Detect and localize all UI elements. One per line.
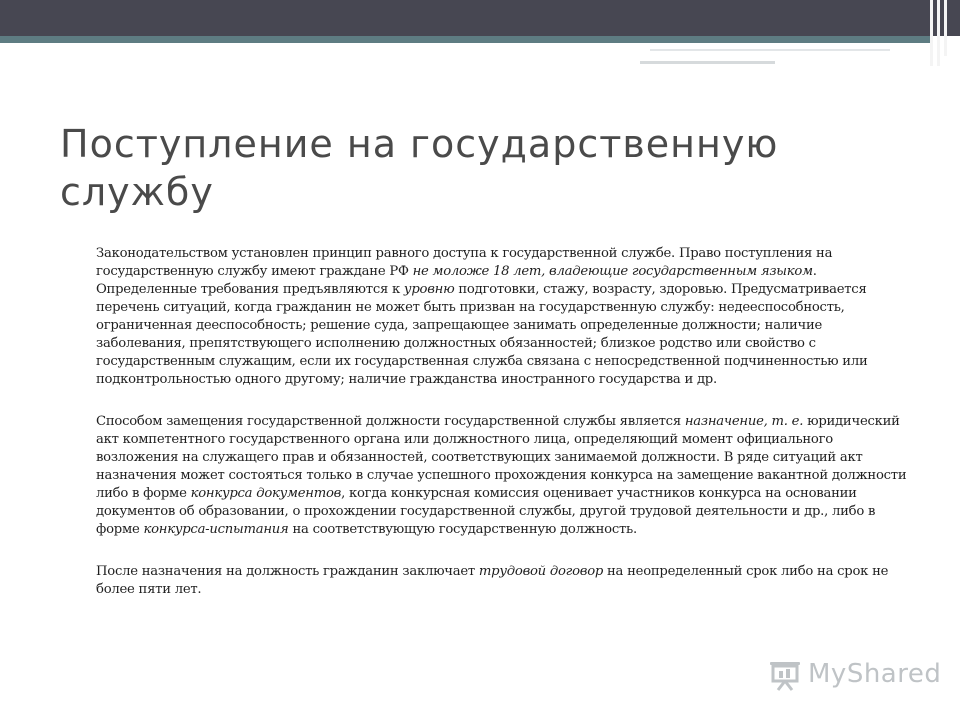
paragraph-admission-principles bbox=[96, 245, 911, 389]
watermark-text: MyShared bbox=[808, 659, 942, 689]
text-run: подготовки, стажу, возрасту, здоровью. Предусматривается перечень ситуаций, когда гражданин не может быть призван на государственную службу: недееспособность, ограниченная дееспособность; решение суда, запрещающее занимать определенные должности; наличие заболевания, препятствующего исполнению должностных обязанностей; близкое родство или свойство с государственным служащим, если их государственная служба связана с непосредственной подчиненностью или подконтрольностью одного другому; наличие гражданства иностранного государства и др. bbox=[96, 282, 868, 387]
emphasized-text: конкурса документов bbox=[190, 486, 342, 501]
paragraph-appointment-method bbox=[96, 413, 911, 539]
emphasized-text: не моложе 18 лет, владеющие государственным языком bbox=[412, 264, 813, 279]
text-run: Законодательством установлен принцип равного доступа к государственной службе. Право поступления на государственную службу имеют граждане РФ bbox=[96, 246, 833, 279]
decorative-vertical-line bbox=[944, 0, 947, 56]
text-run: Способом замещения государственной должности государственной службы является bbox=[96, 414, 685, 429]
text-run: , когда конкурсная комиссия оценивает участников конкурса на основании документов об образовании, о прохождении государственной службы, другой трудовой деятельности и др., либо в форме bbox=[96, 486, 876, 537]
emphasized-text: конкурса-испытания bbox=[143, 522, 289, 537]
text-run: . Определенные требования предъявляются к bbox=[96, 264, 817, 297]
slide-body bbox=[96, 245, 911, 599]
decorative-line bbox=[640, 61, 775, 64]
decorative-vertical-line bbox=[937, 0, 940, 66]
paragraph-employment-contract bbox=[96, 563, 911, 599]
emphasized-text: трудовой договор bbox=[478, 564, 604, 579]
decorative-line bbox=[650, 49, 890, 51]
text-run: на соответствующую государственную должность. bbox=[288, 522, 637, 537]
myshared-watermark bbox=[768, 656, 942, 696]
presentation-board-icon bbox=[768, 660, 802, 692]
top-bar bbox=[0, 0, 960, 36]
emphasized-text: назначение, т. е. bbox=[684, 414, 804, 429]
emphasized-text: уровню bbox=[403, 282, 455, 297]
text-run: юридический акт компетентного государственного органа или должностного лица, определяющий момент официального возложения на служащего прав и обязанностей, соответствующих занимаемой должности. В ряде ситуаций акт назначения может состояться только в случае успешного прохождения конкурса на замещение вакантной должности либо в форме bbox=[96, 414, 907, 501]
slide-title: Поступление на государственную службу bbox=[60, 122, 779, 214]
text-run: После назначения на должность гражданин заключает bbox=[96, 564, 479, 579]
text-run: на неопределенный срок либо на срок не более пяти лет. bbox=[96, 564, 889, 597]
accent-stripe bbox=[0, 36, 930, 43]
decorative-vertical-line bbox=[930, 0, 933, 66]
